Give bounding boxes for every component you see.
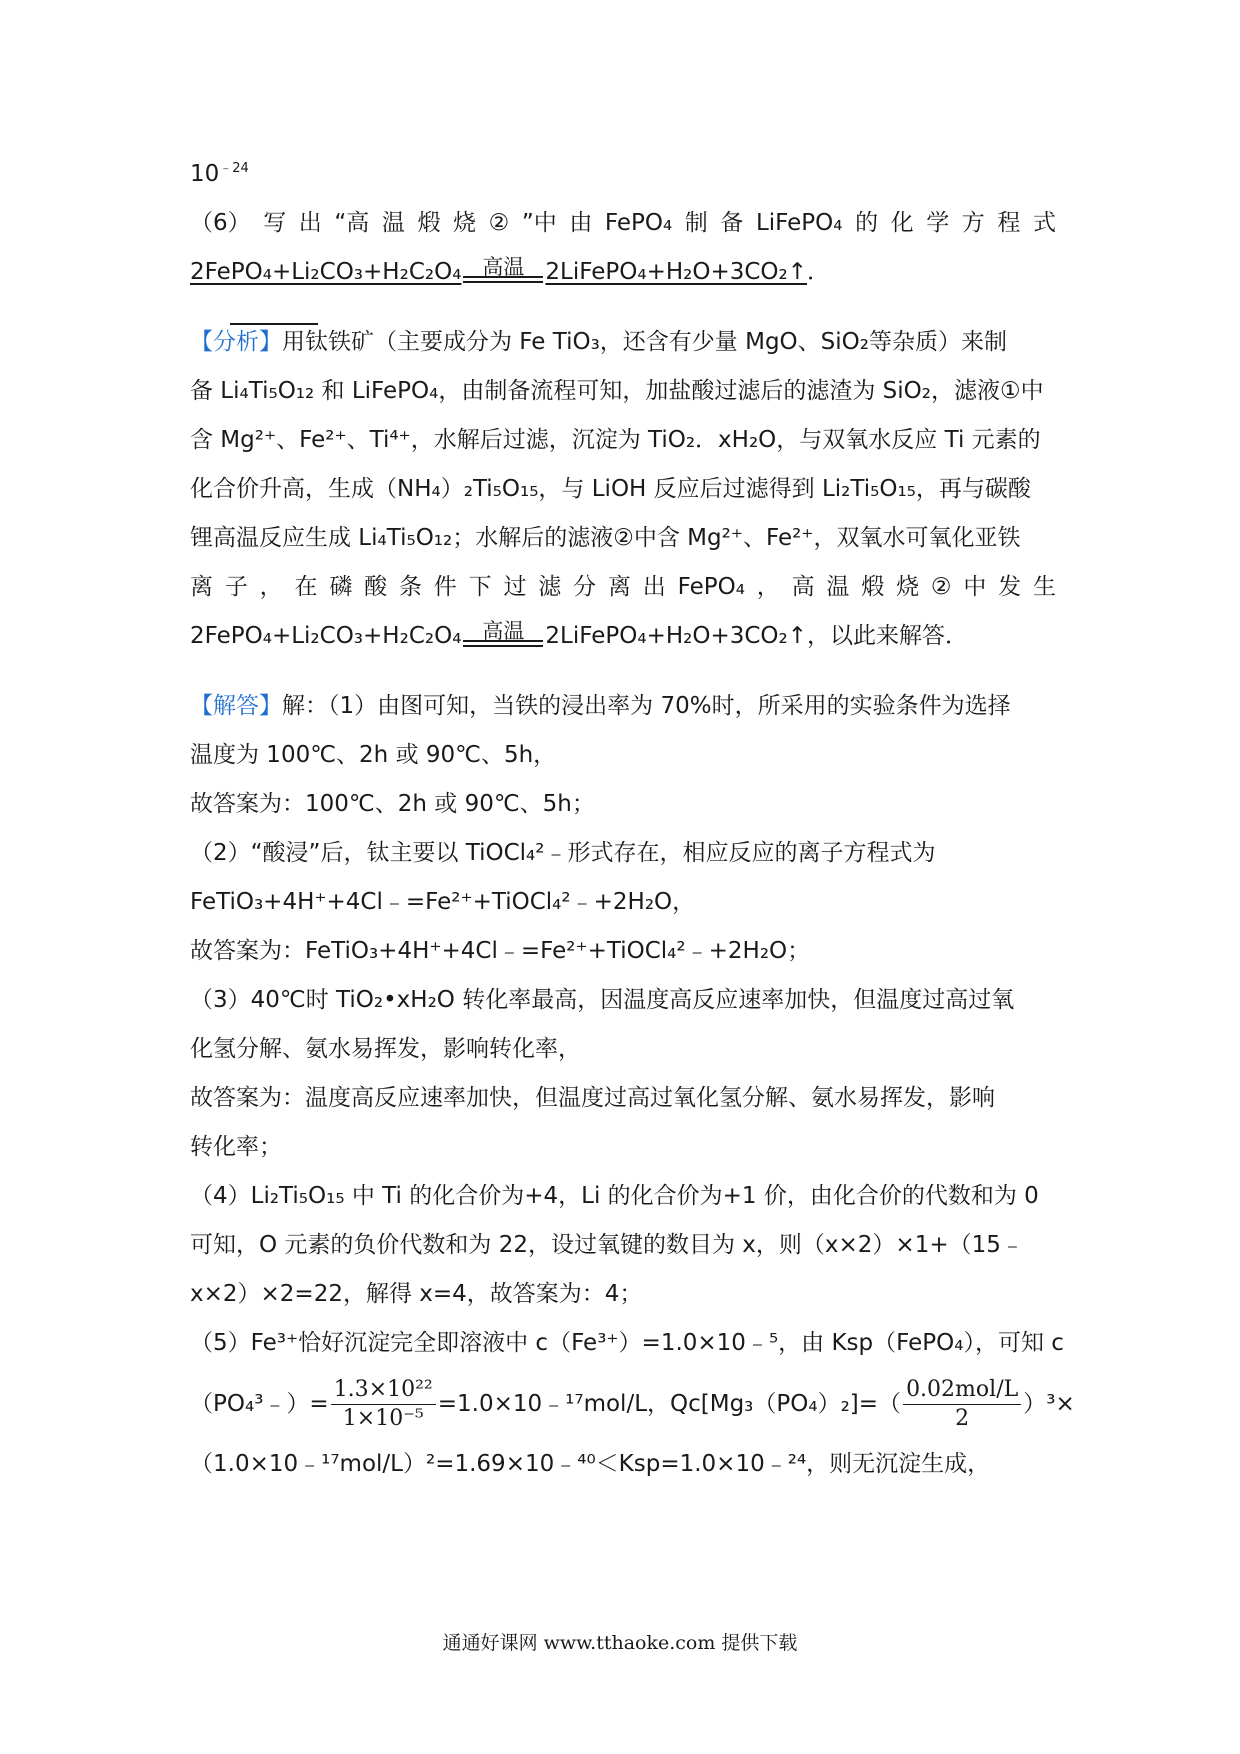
- fraction-denominator: 2: [955, 1406, 970, 1431]
- answer-text: 可知，O 元素的负价代数和为 22，设过氧键的数目为 x，则（x×2）×1+（15﹣: [190, 1232, 1024, 1258]
- answer-text: （3）40℃时 TiO₂•xH₂O 转化率最高，因温度高反应速率加快，但温度过高过氧: [190, 987, 1015, 1013]
- answer-tag: 【解答】: [190, 693, 282, 719]
- analysis-text: 用钛铁矿（主要成分为 Fe TiO₃，还含有少量 MgO、SiO₂等杂质）来制: [282, 329, 1007, 355]
- equation-reactants: 2FePO₄+Li₂CO₃+H₂C₂O₄: [190, 623, 462, 649]
- analysis-token: 分: [573, 574, 597, 600]
- analysis-token: 高: [791, 574, 815, 600]
- analysis-token: 离: [190, 574, 213, 600]
- answer-text: 故答案为：100℃、2h 或 90℃、5h；: [190, 791, 595, 817]
- period-mark: ．: [807, 259, 831, 285]
- answer-text: （2）“酸浸”后，钛主要以 TiOCl₄²﹣形式存在，相应反应的离子方程式为: [190, 840, 936, 866]
- answer-line-16: [190, 1440, 1056, 1489]
- question-token: 写: [263, 210, 287, 236]
- condition-text: 高温: [482, 619, 525, 643]
- question-token: 程: [997, 210, 1021, 236]
- answer-text: （PO₄³﹣）=: [190, 1391, 329, 1417]
- reaction-condition: [463, 256, 543, 297]
- equation-products: 2LiFePO₄+H₂O+3CO₂↑，以此来解答．: [545, 623, 969, 649]
- analysis-token: 条: [398, 574, 422, 600]
- answer-line-7: [190, 976, 1056, 1025]
- answer-text: ）³×: [1023, 1391, 1075, 1417]
- answer-line-2: [190, 731, 1056, 780]
- analysis-token: 酸: [364, 574, 388, 600]
- question-token: 化: [890, 210, 914, 236]
- question-token: “高: [334, 210, 370, 236]
- analysis-token: 煅: [861, 574, 885, 600]
- analysis-text: 含 Mg²⁺、Fe²⁺、Ti⁴⁺，水解后过滤，沉淀为 TiO₂．xH₂O，与双氧水反应 Ti 元素的: [190, 427, 1041, 453]
- question-token: 温: [381, 210, 405, 236]
- question-token: 制: [684, 210, 708, 236]
- answer-line-10: [190, 1123, 1056, 1172]
- condition-text: 高温: [482, 255, 525, 279]
- answer-text: 解：（1）由图可知，当铁的浸出率为 70%时，所采用的实验条件为选择: [282, 693, 1011, 719]
- analysis-token: FePO₄: [677, 574, 745, 600]
- analysis-line-1: [190, 318, 1056, 367]
- equation-products: 2LiFePO₄+H₂O+3CO₂↑: [545, 259, 808, 285]
- question-token: 烧: [453, 210, 477, 236]
- answer-text: 故答案为：温度高反应速率加快，但温度过高过氧化氢分解、氨水易挥发，影响: [190, 1085, 995, 1111]
- answer-line-3: [190, 780, 1056, 829]
- answer-text: （4）Li₂Ti₅O₁₅ 中 Ti 的化合价为+4，Li 的化合价为+1 价，由化合价的代数和为 0: [190, 1183, 1039, 1209]
- equation-reactants: 2FePO₄+Li₂CO₃+H₂C₂O₄: [190, 259, 462, 285]
- answer-line-4: [190, 829, 1056, 878]
- reaction-condition: [463, 620, 543, 661]
- analysis-line-3: [190, 416, 1056, 465]
- page-footer: 通通好课网 www.tthaoke.com 提供下载: [442, 1632, 798, 1654]
- analysis-token: 发: [998, 574, 1022, 600]
- question-token: FePO₄: [604, 210, 673, 236]
- analysis-text: 备 Li₄Ti₅O₁₂ 和 LiFePO₄，由制备流程可知，加盐酸过滤后的滤渣为 SiO₂，滤液①中: [190, 378, 1044, 404]
- answer-text: x×2）×2=22，解得 x=4，故答案为：4；: [190, 1281, 643, 1307]
- question-token: 式: [1032, 210, 1056, 236]
- analysis-token: 中: [963, 574, 987, 600]
- analysis-token: 过: [503, 574, 527, 600]
- analysis-token: ，: [259, 574, 283, 600]
- answer-text: （1.0×10﹣¹⁷mol/L）²=1.69×10﹣⁴⁰＜Ksp=1.0×10﹣²⁴，则无沉淀生成，: [190, 1451, 991, 1477]
- answer-line-11: [190, 1172, 1056, 1221]
- analysis-line-4: [190, 465, 1056, 514]
- analysis-token: 出: [642, 574, 666, 600]
- answer-content: [190, 150, 1075, 1489]
- question-token: （6）: [190, 210, 251, 236]
- analysis-line-2: [190, 367, 1056, 416]
- analysis-text: 化合价升高，生成（NH₄）₂Ti₅O₁₅，与 LiOH 反应后过滤得到 Li₂Ti₅O₁₅，再与碳酸: [190, 476, 1031, 502]
- analysis-token: 下: [468, 574, 492, 600]
- question-token: 备: [720, 210, 744, 236]
- question-token: ”中: [521, 210, 557, 236]
- answer-text: 转化率；: [190, 1134, 282, 1160]
- analysis-token: 在: [294, 574, 318, 600]
- analysis-tag: 【分析】: [190, 329, 282, 355]
- answer-line-5: [190, 878, 1056, 927]
- question-token: LiFePO₄: [755, 210, 843, 236]
- question-token: 方: [961, 210, 985, 236]
- analysis-line-6: [190, 563, 1056, 612]
- equation-answer-line: [190, 248, 1056, 308]
- analysis-token: 生: [1033, 574, 1056, 600]
- analysis-token: ，: [756, 574, 780, 600]
- analysis-token: 子: [224, 574, 248, 600]
- question-token: 出: [298, 210, 322, 236]
- analysis-line-7: [190, 612, 1056, 672]
- question-6-line: [190, 199, 1056, 248]
- answer-text: 化氢分解、氨水易挥发，影响转化率，: [190, 1036, 581, 1062]
- fraction-numerator: 1.3×10²²: [331, 1376, 436, 1405]
- answer-text: （5）Fe³⁺恰好沉淀完全即溶液中 c（Fe³⁺）=1.0×10﹣⁵，由 Ksp（FePO₄），可知 c: [190, 1330, 1064, 1356]
- answer-line-14: [190, 1319, 1064, 1368]
- text-ten: 10: [190, 161, 220, 187]
- analysis-text: 锂高温反应生成 Li₄Ti₅O₁₂；水解后的滤液②中含 Mg²⁺、Fe²⁺，双氧水可氧化亚铁: [190, 525, 1021, 551]
- analysis-token: 件: [433, 574, 457, 600]
- fraction-denominator: 1×10⁻⁵: [342, 1406, 424, 1431]
- fraction-concentration: [331, 1376, 436, 1433]
- fraction-numerator: 0.02mol/L: [903, 1376, 1021, 1405]
- answer-line-1: [190, 682, 1056, 731]
- analysis-token: 离: [607, 574, 631, 600]
- question-token: 由: [569, 210, 593, 236]
- text-exponent: ﹣24: [219, 161, 249, 176]
- analysis-token: 磷: [329, 574, 353, 600]
- analysis-token: ②: [930, 574, 952, 600]
- question-token: 煅: [417, 210, 441, 236]
- equation-answer: [190, 248, 807, 297]
- question-token: ②: [488, 210, 510, 236]
- analysis-line-5: [190, 514, 1056, 563]
- question-token: 学: [926, 210, 950, 236]
- answer-line-15: [190, 1368, 1075, 1440]
- analysis-token: 滤: [538, 574, 562, 600]
- answer-text: FeTiO₃+4H⁺+4Cl﹣=Fe²⁺+TiOCl₄²﹣+2H₂O，: [190, 889, 696, 915]
- answer-blank-underline: [230, 323, 318, 325]
- answer-line-8: [190, 1025, 1056, 1074]
- answer-line-12: [190, 1221, 1056, 1270]
- answer-text: 温度为 100℃、2h 或 90℃、5h，: [190, 742, 557, 768]
- question-token: 的: [855, 210, 879, 236]
- answer-text: 故答案为：FeTiO₃+4H⁺+4Cl﹣=Fe²⁺+TiOCl₄²﹣+2H₂O；: [190, 938, 811, 964]
- answer-line-9: [190, 1074, 1056, 1123]
- analysis-token: 温: [826, 574, 850, 600]
- answer-line-6: [190, 927, 1056, 976]
- analysis-token: 烧: [896, 574, 920, 600]
- line-exponent: [190, 150, 1056, 199]
- answer-text: =1.0×10﹣¹⁷mol/L，Qc[Mg₃（PO₄）₂]=（: [437, 1391, 902, 1417]
- answer-line-13: [190, 1270, 1056, 1319]
- fraction-mg-concentration: [903, 1376, 1021, 1433]
